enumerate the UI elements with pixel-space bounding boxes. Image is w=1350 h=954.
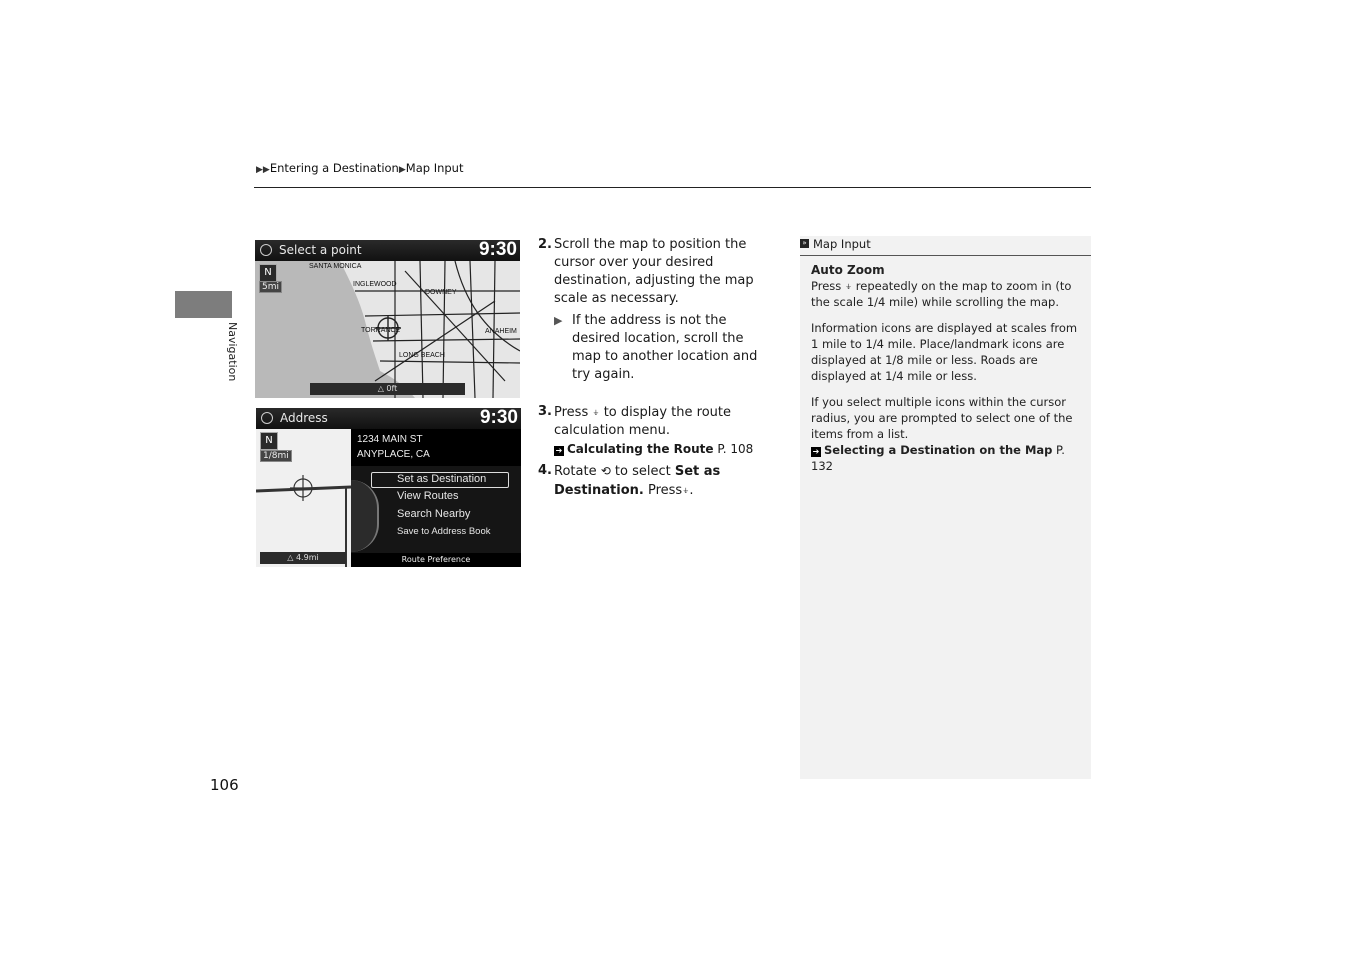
place-label: LONG BEACH <box>399 352 445 359</box>
note-marker-icon: » <box>800 239 809 248</box>
menu-item-search-nearby[interactable]: Search Nearby <box>397 508 471 520</box>
address-line1: 1234 MAIN ST <box>357 434 423 445</box>
page-number: 106 <box>210 776 239 794</box>
step-number: 2. <box>538 237 552 252</box>
enter-button-icon: ⍖ <box>592 405 600 419</box>
clock: 9:30 <box>478 240 517 260</box>
step-text-pre: Press <box>554 405 589 420</box>
route-menu <box>351 466 521 567</box>
map-bottom-bar <box>260 552 346 564</box>
section-tab <box>175 291 232 318</box>
screen-header <box>256 408 521 429</box>
note-paragraph-1 <box>811 278 1083 310</box>
step-4: 4. Rotate ⟲ to select Set as Destination. Press⍖. <box>538 463 721 498</box>
triangle-icon: ▶ <box>554 314 563 327</box>
place-label: ANAHEIM <box>485 328 517 335</box>
note-title: Map Input <box>813 237 871 251</box>
breadcrumb <box>256 161 463 175</box>
header-rule <box>254 187 1091 188</box>
step-bold-text: Set as Destination. <box>554 464 721 498</box>
distance-readout: 4.9mi <box>295 553 319 562</box>
reference-arrow-icon: ➔ <box>555 446 563 455</box>
place-label: DOWNEY <box>425 289 457 296</box>
reference-page: P. 108 <box>717 442 754 456</box>
place-label: INGLEWOOD <box>353 281 397 288</box>
warning-icon: △ <box>377 384 387 393</box>
map-scale: 5mi <box>259 281 282 293</box>
screen-title: Select a point <box>279 243 362 257</box>
enter-button-icon: ⍖ <box>844 279 853 293</box>
menu-item-save-to-address-book[interactable]: Save to Address Book <box>397 526 491 537</box>
section-label: Navigation <box>226 322 239 382</box>
note-cross-reference[interactable] <box>811 442 1083 474</box>
screen-address <box>256 408 521 567</box>
interface-dial-icon <box>351 480 379 552</box>
step-text-mid: to select <box>614 464 671 479</box>
note-text: Press <box>811 279 842 293</box>
step-text-pre: Rotate <box>554 464 597 479</box>
reference-title[interactable]: Calculating the Route <box>567 442 714 456</box>
route-preference-button[interactable]: Route Preference <box>351 553 521 567</box>
reference-title[interactable]: Selecting a Destination on the Map <box>824 443 1053 457</box>
step-2 <box>538 236 769 308</box>
note-heading: Auto Zoom <box>811 263 885 277</box>
enter-button-icon: ⍖ <box>682 483 690 497</box>
map-view[interactable] <box>255 261 520 398</box>
menu-item-view-routes[interactable]: View Routes <box>397 490 459 502</box>
menu-item-set-as-destination[interactable]: Set as Destination <box>397 473 487 485</box>
rotate-dial-icon: ⟲ <box>600 464 611 478</box>
screen-select-point <box>255 240 520 398</box>
note-header <box>800 236 1091 256</box>
breadcrumb-marker: ▶▶ <box>256 165 270 175</box>
step-note-text: If the address is not the desired location, scroll the map to another location and try again. <box>572 313 758 382</box>
map-bottom-bar <box>310 383 465 395</box>
breadcrumb-part2[interactable]: Map Input <box>405 161 464 175</box>
breadcrumb-separator: ▶ <box>398 165 406 175</box>
home-icon <box>261 412 273 424</box>
place-label: TORRANCE <box>361 327 401 334</box>
address-display <box>357 432 430 462</box>
note-paragraph-3: If you select multiple icons within the cursor radius, you are prompted to select one of the items from a list. <box>811 395 1073 441</box>
map-scale: 1/8mi <box>260 450 292 462</box>
step-3 <box>538 403 769 458</box>
place-label: SANTA MONICA <box>309 263 362 270</box>
clock: 9:30 <box>479 408 518 428</box>
compass-icon[interactable]: N <box>260 432 278 450</box>
step-text-post: to display the route calculation menu. <box>554 405 731 438</box>
screen-header <box>255 240 520 261</box>
home-icon <box>260 244 272 256</box>
side-note <box>800 236 1091 779</box>
note-text: repeatedly on the map to zoom in (to the scale 1/4 mile) while scrolling the map. <box>811 279 1072 309</box>
screen-title: Address <box>280 411 328 425</box>
step-number: 4. <box>538 463 552 478</box>
breadcrumb-part1[interactable]: Entering a Destination <box>269 161 399 175</box>
step-text-press: Press <box>647 483 683 498</box>
note-paragraph-2: Information icons are displayed at scales from 1 mile to 1/4 mile. Place/landmark icons are displayed at 1/8 mile or less. Roads are displayed at 1/4 mile or less. <box>811 321 1078 383</box>
distance-readout: 0ft <box>386 384 398 393</box>
map-view[interactable] <box>256 429 351 567</box>
warning-icon: △ <box>287 553 296 562</box>
compass-icon[interactable]: N <box>259 264 277 282</box>
reference-page: P. 132 <box>811 443 1065 473</box>
step-2-note <box>556 312 771 384</box>
step-number: 3. <box>538 404 552 419</box>
address-line2: ANYPLACE, CA <box>357 449 430 460</box>
cross-reference[interactable] <box>554 440 769 458</box>
step-text: Scroll the map to position the cursor over your desired destination, adjusting the map scale as necessary. <box>554 237 754 306</box>
reference-arrow-icon: ➔ <box>812 447 820 456</box>
